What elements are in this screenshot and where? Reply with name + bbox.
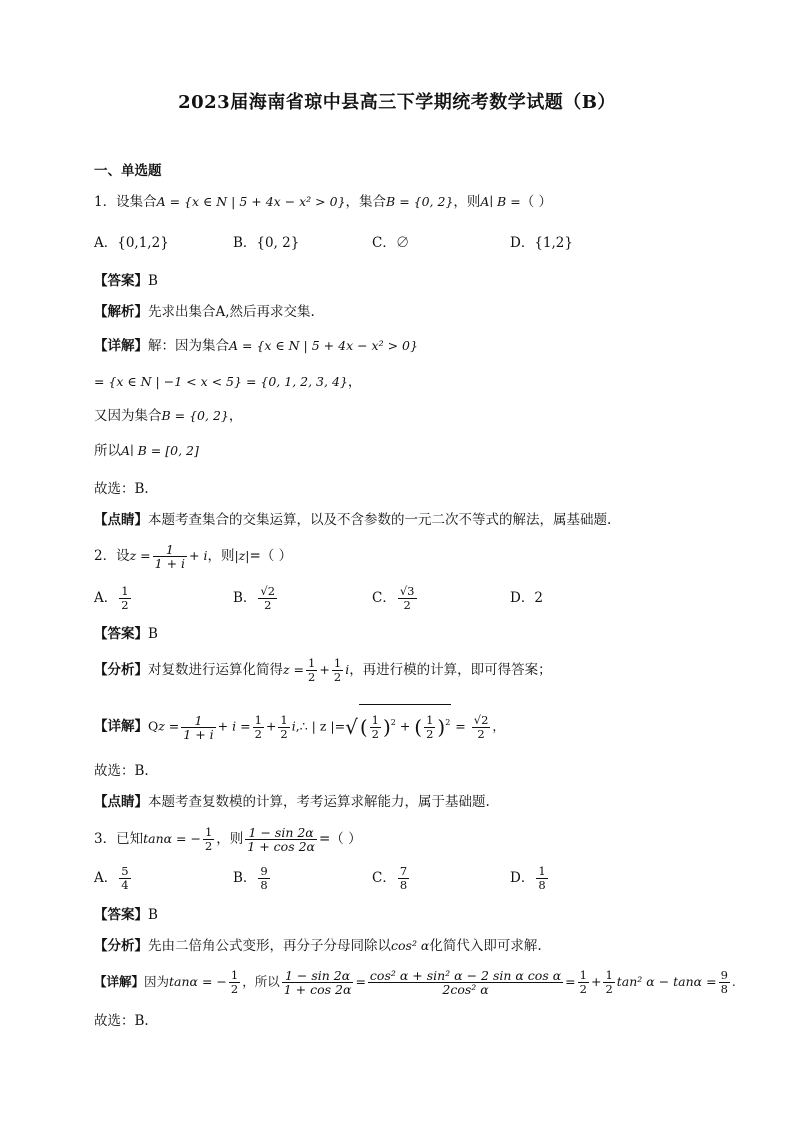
q3-option-d: D． $\frac{1}{8}$: [510, 864, 546, 892]
q1-conclusion: 故选：B.: [94, 481, 149, 497]
q2-detail: 【详解】Qz = $\frac{1}{1 + i}$ + i = $\frac{1}{2}$ + $\frac{1}{2}$ i,∴ | z |=√ ( $\frac{1}{2}$ )$^2$ + ( $\frac{1}{2}$ )$^2$ = $\frac{√2}{2}$ ，: [94, 704, 505, 745]
q3-stem: 3．已知tanα = − $\frac{1}{2}$ ，则 $\frac{1 - \sin 2\alpha}{1 + \cos 2\alpha}$ =（ ）: [94, 825, 362, 854]
q2-fraction: $\frac{1}{1 + i}$: [154, 542, 186, 571]
page-title: 2023届海南省琼中县高三下学期统考数学试题（B）: [178, 92, 616, 113]
q2-option-b: B． $\frac{√2}{2}$: [233, 584, 276, 612]
q3-conclusion: 故选：B.: [94, 1013, 149, 1029]
q2-option-a: A． $\frac{1}{2}$: [94, 584, 129, 612]
q3-option-c: C． $\frac{7}{8}$: [372, 864, 408, 892]
q1-option-b: B．{0, 2}: [233, 235, 300, 251]
q1-detail-4: 所以A∣ B = [0, 2]: [94, 443, 199, 459]
q2-option-d: D．2: [510, 590, 543, 606]
q1-option-c: C．∅: [372, 235, 410, 251]
q2-conclusion: 故选：B.: [94, 763, 149, 779]
q3-option-b: B． $\frac{9}{8}$: [233, 864, 268, 892]
sqrt-radicand: ( $\frac{1}{2}$ )$^2$ + ( $\frac{1}{2}$ )$^2$: [359, 704, 452, 745]
q2-stem: 2．设z = $\frac{1}{1 + i}$ + i，则|z|=（ ）: [94, 542, 293, 571]
q3-fenxi: 【分析】先由二倍角公式变形，再分子分母同除以cos² α化简代入即可求解.: [94, 938, 542, 954]
q1-detail-1: 【详解】解：因为集合A = {x ∈ N | 5 + 4x − x² > 0}: [94, 338, 418, 354]
q1-option-a: A．{0,1,2}: [94, 235, 169, 251]
q2-comment: 【点睛】本题考查复数模的计算，考考运算求解能力，属于基础题.: [94, 794, 490, 810]
q2-fenxi: 【分析】对复数进行运算化简得z = $\frac{1}{2}$ + $\frac{1}{2}$ i，再进行模的计算，即可得答案；: [94, 656, 552, 684]
q1-detail-3: 又因为集合B = {0, 2}，: [94, 408, 243, 424]
q2-option-c: C． $\frac{√3}{2}$: [372, 584, 415, 612]
q1-answer: 【答案】B: [94, 273, 158, 289]
q1-comment: 【点睛】本题考查集合的交集运算，以及不含参数的一元二次不等式的解法，属基础题.: [94, 512, 612, 528]
q1-detail-2: = {x ∈ N | −1 < x < 5} = {0, 1, 2, 3, 4}，: [94, 374, 362, 390]
q1-stem: 1．设集合A = {x ∈ N | 5 + 4x − x² > 0}，集合B = {0, 2}，则A∣ B =（ ）: [94, 194, 552, 210]
q1-analysis: 【解析】先求出集合A,然后再求交集.: [94, 304, 315, 320]
q3-answer: 【答案】B: [94, 907, 158, 923]
section-heading: 一、单选题: [94, 163, 162, 179]
q2-answer: 【答案】B: [94, 626, 158, 642]
q3-option-a: A． $\frac{5}{4}$: [94, 864, 129, 892]
q3-detail: 【详解】因为tanα = − $\frac{1}{2}$ ，所以 $\frac{1 - \sin 2\alpha}{1 + \cos 2\alpha}$ = $\frac{\text{cos² α + sin² α − 2 sin α cos α}}{\text{2cos² α}}$ = $\frac{1}{2}$ + $\frac{1}{2}$ tan² α − tanα = $\frac{9}{8}$ .: [94, 968, 736, 997]
q1-option-d: D．{1,2}: [510, 235, 573, 251]
